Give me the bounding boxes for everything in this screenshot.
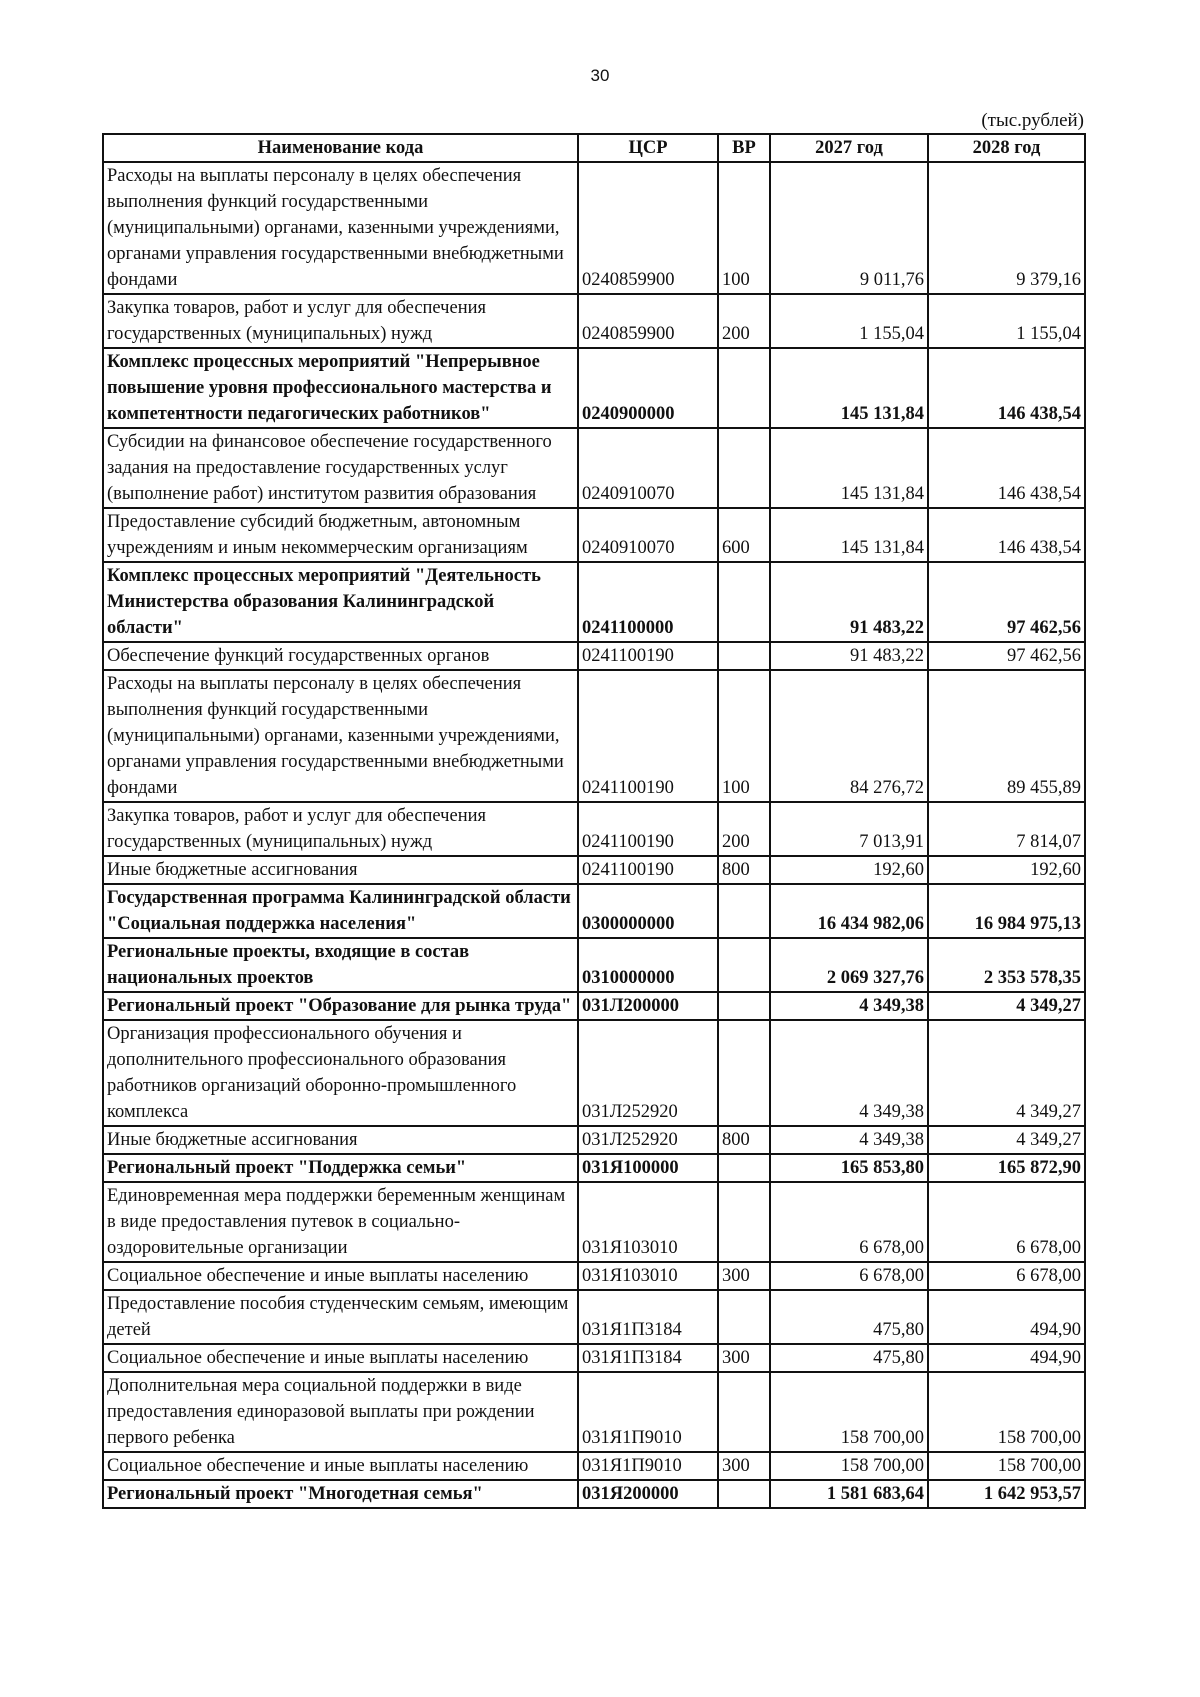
row-name: Дополнительная мера социальной поддержки в виде предоставления единоразовой выплаты при рождении первого ребенка <box>103 1372 578 1452</box>
row-value-2028: 4 349,27 <box>928 1126 1085 1154</box>
row-value-2027: 145 131,84 <box>770 508 928 562</box>
row-csr: 0240910070 <box>578 428 718 508</box>
page-number: 30 <box>590 66 610 85</box>
row-csr: 0240910070 <box>578 508 718 562</box>
row-name: Социальное обеспечение и иные выплаты населению <box>103 1262 578 1290</box>
row-name: Комплекс процессных мероприятий "Непрерывное повышение уровня профессионального мастерства и компетентности педагогических работников" <box>103 348 578 428</box>
row-value-2027: 91 483,22 <box>770 562 928 642</box>
table-row <box>103 1344 1085 1372</box>
table-row <box>103 884 1085 938</box>
row-csr: 031Я1П9010 <box>578 1372 718 1452</box>
row-name: Региональный проект "Многодетная семья" <box>103 1480 578 1508</box>
row-value-2027: 6 678,00 <box>770 1182 928 1262</box>
row-vr <box>718 562 770 642</box>
row-name: Региональный проект "Образование для рынка труда" <box>103 992 578 1020</box>
table-row <box>103 1126 1085 1154</box>
row-csr: 0310000000 <box>578 938 718 992</box>
row-vr: 200 <box>718 802 770 856</box>
row-vr: 600 <box>718 508 770 562</box>
row-value-2027: 158 700,00 <box>770 1372 928 1452</box>
row-name: Государственная программа Калининградской области "Социальная поддержка населения" <box>103 884 578 938</box>
table-row <box>103 1290 1085 1344</box>
row-csr: 031Я1П9010 <box>578 1452 718 1480</box>
row-name: Социальное обеспечение и иные выплаты населению <box>103 1452 578 1480</box>
row-vr: 100 <box>718 162 770 294</box>
row-value-2028: 146 438,54 <box>928 508 1085 562</box>
row-vr <box>718 1020 770 1126</box>
row-csr: 031Я1П3184 <box>578 1290 718 1344</box>
row-vr <box>718 1480 770 1508</box>
row-value-2028: 158 700,00 <box>928 1372 1085 1452</box>
row-csr: 0241100190 <box>578 670 718 802</box>
row-csr: 0240859900 <box>578 162 718 294</box>
row-value-2027: 4 349,38 <box>770 1020 928 1126</box>
row-name: Закупка товаров, работ и услуг для обеспечения государственных (муниципальных) нужд <box>103 294 578 348</box>
row-value-2027: 475,80 <box>770 1290 928 1344</box>
row-value-2027: 9 011,76 <box>770 162 928 294</box>
row-vr <box>718 1154 770 1182</box>
row-value-2027: 2 069 327,76 <box>770 938 928 992</box>
header-vr: ВР <box>718 134 770 162</box>
row-csr: 0241100190 <box>578 802 718 856</box>
row-value-2027: 7 013,91 <box>770 802 928 856</box>
table-row <box>103 294 1085 348</box>
row-value-2028: 6 678,00 <box>928 1262 1085 1290</box>
row-vr <box>718 992 770 1020</box>
units-label: (тыс.рублей) <box>981 110 1084 131</box>
table-row <box>103 428 1085 508</box>
row-csr: 0241100000 <box>578 562 718 642</box>
row-value-2028: 6 678,00 <box>928 1182 1085 1262</box>
row-value-2027: 158 700,00 <box>770 1452 928 1480</box>
row-vr <box>718 1290 770 1344</box>
row-vr <box>718 348 770 428</box>
row-vr <box>718 642 770 670</box>
row-value-2027: 1 581 683,64 <box>770 1480 928 1508</box>
row-value-2027: 84 276,72 <box>770 670 928 802</box>
budget-table <box>102 133 1086 1509</box>
row-vr: 800 <box>718 1126 770 1154</box>
table-row <box>103 162 1085 294</box>
row-value-2028: 1 155,04 <box>928 294 1085 348</box>
row-name: Предоставление субсидий бюджетным, автономным учреждениям и иным некоммерческим организациям <box>103 508 578 562</box>
row-name: Региональные проекты, входящие в состав национальных проектов <box>103 938 578 992</box>
row-name: Субсидии на финансовое обеспечение государственного задания на предоставление государственных услуг (выполнение работ) институтом развития образования <box>103 428 578 508</box>
row-csr: 0300000000 <box>578 884 718 938</box>
row-value-2028: 146 438,54 <box>928 428 1085 508</box>
row-value-2027: 192,60 <box>770 856 928 884</box>
row-value-2028: 89 455,89 <box>928 670 1085 802</box>
table-row <box>103 1182 1085 1262</box>
row-value-2028: 2 353 578,35 <box>928 938 1085 992</box>
row-value-2027: 1 155,04 <box>770 294 928 348</box>
table-row <box>103 1480 1085 1508</box>
row-csr: 031Л200000 <box>578 992 718 1020</box>
row-vr <box>718 1372 770 1452</box>
row-csr: 031Л252920 <box>578 1020 718 1126</box>
row-value-2028: 494,90 <box>928 1344 1085 1372</box>
row-vr: 800 <box>718 856 770 884</box>
row-vr <box>718 428 770 508</box>
row-value-2027: 165 853,80 <box>770 1154 928 1182</box>
row-value-2028: 4 349,27 <box>928 992 1085 1020</box>
row-name: Обеспечение функций государственных органов <box>103 642 578 670</box>
row-vr <box>718 884 770 938</box>
table-body <box>103 162 1085 1508</box>
row-vr: 200 <box>718 294 770 348</box>
row-vr <box>718 938 770 992</box>
row-vr: 300 <box>718 1452 770 1480</box>
row-value-2028: 1 642 953,57 <box>928 1480 1085 1508</box>
row-csr: 0240900000 <box>578 348 718 428</box>
table-row <box>103 348 1085 428</box>
row-csr: 031Я1П3184 <box>578 1344 718 1372</box>
row-name: Закупка товаров, работ и услуг для обеспечения государственных (муниципальных) нужд <box>103 802 578 856</box>
row-value-2027: 91 483,22 <box>770 642 928 670</box>
header-2028: 2028 год <box>928 134 1085 162</box>
row-name: Единовременная мера поддержки беременным женщинам в виде предоставления путевок в социально-оздоровительные организации <box>103 1182 578 1262</box>
row-value-2028: 165 872,90 <box>928 1154 1085 1182</box>
row-value-2027: 145 131,84 <box>770 428 928 508</box>
row-value-2028: 7 814,07 <box>928 802 1085 856</box>
row-name: Региональный проект "Поддержка семьи" <box>103 1154 578 1182</box>
row-value-2028: 192,60 <box>928 856 1085 884</box>
row-csr: 0241100190 <box>578 642 718 670</box>
row-value-2028: 4 349,27 <box>928 1020 1085 1126</box>
row-vr: 300 <box>718 1344 770 1372</box>
row-value-2028: 97 462,56 <box>928 562 1085 642</box>
header-name: Наименование кода <box>103 134 578 162</box>
table-row <box>103 670 1085 802</box>
row-name: Расходы на выплаты персоналу в целях обеспечения выполнения функций государственными (муниципальными) органами, казенными учреждениями, органами управления государственными внебюджетными фондами <box>103 162 578 294</box>
row-name: Предоставление пособия студенческим семьям, имеющим детей <box>103 1290 578 1344</box>
row-csr: 031Л252920 <box>578 1126 718 1154</box>
row-csr: 031Я103010 <box>578 1182 718 1262</box>
table-row <box>103 508 1085 562</box>
row-csr: 0241100190 <box>578 856 718 884</box>
row-value-2028: 97 462,56 <box>928 642 1085 670</box>
table-row <box>103 562 1085 642</box>
row-csr: 031Я200000 <box>578 1480 718 1508</box>
table-row <box>103 642 1085 670</box>
table-row <box>103 938 1085 992</box>
row-value-2027: 4 349,38 <box>770 1126 928 1154</box>
row-name: Организация профессионального обучения и дополнительного профессионального образования работников организаций оборонно-промышленного комплекса <box>103 1020 578 1126</box>
row-name: Иные бюджетные ассигнования <box>103 1126 578 1154</box>
row-value-2027: 4 349,38 <box>770 992 928 1020</box>
row-name: Иные бюджетные ассигнования <box>103 856 578 884</box>
row-value-2027: 6 678,00 <box>770 1262 928 1290</box>
table-row <box>103 1154 1085 1182</box>
row-value-2028: 158 700,00 <box>928 1452 1085 1480</box>
row-name: Расходы на выплаты персоналу в целях обеспечения выполнения функций государственными (муниципальными) органами, казенными учреждениями, органами управления государственными внебюджетными фондами <box>103 670 578 802</box>
header-csr: ЦСР <box>578 134 718 162</box>
header-2027: 2027 год <box>770 134 928 162</box>
row-name: Социальное обеспечение и иные выплаты населению <box>103 1344 578 1372</box>
table-row <box>103 1372 1085 1452</box>
table-row <box>103 992 1085 1020</box>
row-value-2028: 16 984 975,13 <box>928 884 1085 938</box>
row-csr: 0240859900 <box>578 294 718 348</box>
table-header-row <box>103 134 1085 162</box>
row-value-2028: 494,90 <box>928 1290 1085 1344</box>
table-row <box>103 1452 1085 1480</box>
row-csr: 031Я103010 <box>578 1262 718 1290</box>
table-row <box>103 1020 1085 1126</box>
row-value-2028: 146 438,54 <box>928 348 1085 428</box>
row-vr: 300 <box>718 1262 770 1290</box>
table-row <box>103 802 1085 856</box>
row-vr: 100 <box>718 670 770 802</box>
row-csr: 031Я100000 <box>578 1154 718 1182</box>
row-name: Комплекс процессных мероприятий "Деятельность Министерства образования Калининградской области" <box>103 562 578 642</box>
row-vr <box>718 1182 770 1262</box>
row-value-2027: 145 131,84 <box>770 348 928 428</box>
row-value-2027: 475,80 <box>770 1344 928 1372</box>
table-row <box>103 1262 1085 1290</box>
row-value-2027: 16 434 982,06 <box>770 884 928 938</box>
table-row <box>103 856 1085 884</box>
row-value-2028: 9 379,16 <box>928 162 1085 294</box>
